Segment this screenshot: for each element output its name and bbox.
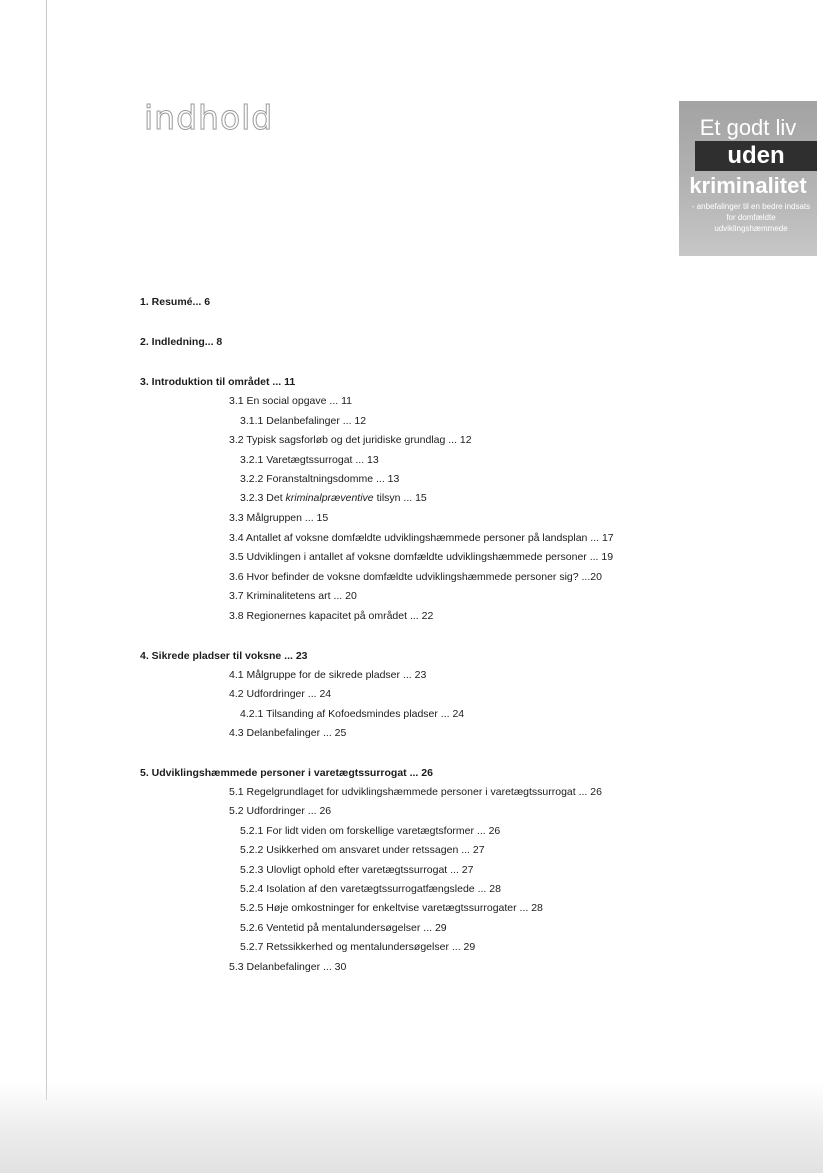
toc-entry-5-1[interactable]: 5.1 Regelgrundlaget for udviklingshæmmede personer i varetægtssurrogat ... 26 (229, 786, 602, 798)
toc-entry-3-1[interactable]: 3.1 En social opgave ... 11 (229, 395, 352, 407)
toc-entry-4-1[interactable]: 4.1 Målgruppe for de sikrede pladser ... 23 (229, 669, 427, 681)
toc-entry-3-2-3-suffix: tilsyn ... 15 (373, 492, 427, 504)
toc-entry-3-2-1[interactable]: 3.2.1 Varetægtssurrogat ... 13 (240, 454, 379, 466)
toc-entry-5-2-7[interactable]: 5.2.7 Retssikkerhed og mentalundersøgelser ... 29 (240, 941, 476, 953)
toc-entry-5-3[interactable]: 5.3 Delanbefalinger ... 30 (229, 961, 347, 973)
toc-entry-3-2-3-prefix: 3.2.3 Det (240, 492, 286, 504)
toc-entry-2[interactable]: 2. Indledning... 8 (140, 336, 223, 348)
toc-entry-5-2-6[interactable]: 5.2.6 Ventetid på mentalundersøgelser ... 29 (240, 922, 447, 934)
toc-entry-3-7[interactable]: 3.7 Kriminalitetens art ... 20 (229, 590, 357, 602)
toc-entry-3-8[interactable]: 3.8 Regionernes kapacitet på området ... 22 (229, 610, 434, 622)
toc-entry-1[interactable]: 1. Resumé... 6 (140, 296, 211, 308)
toc-entry-5-2-5[interactable]: 5.2.5 Høje omkostninger for enkeltvise varetægtssurrogater ... 28 (240, 902, 543, 914)
toc-entry-5-2-3[interactable]: 5.2.3 Ulovligt ophold efter varetægtssurrogat ... 27 (240, 864, 474, 876)
toc-entry-3-6[interactable]: 3.6 Hvor befinder de voksne domfældte udviklingshæmmede personer sig? ...20 (229, 571, 602, 583)
badge-subtitle: - anbefalinger til en bedre indsats for domfældte udviklingshæmmede (691, 202, 811, 233)
page-title: indhold (144, 98, 274, 137)
toc-entry-3-2-3-italic: kriminalpræventive (285, 492, 374, 504)
toc-entry-5-2-4[interactable]: 5.2.4 Isolation af den varetægtssurrogatfængslede ... 28 (240, 883, 501, 895)
toc-entry-3-4[interactable]: 3.4 Antallet af voksne domfældte udviklingshæmmede personer på landsplan ... 17 (229, 532, 614, 544)
toc-entry-3-3[interactable]: 3.3 Målgruppen ... 15 (229, 512, 329, 524)
toc-entry-3-5[interactable]: 3.5 Udviklingen i antallet af voksne domfældte udviklingshæmmede personer ... 19 (229, 551, 614, 563)
toc-entry-3-2-3[interactable] (240, 492, 427, 505)
badge-line-2: uden (695, 141, 817, 171)
toc-entry-3-1-1[interactable]: 3.1.1 Delanbefalinger ... 12 (240, 415, 367, 427)
toc-entry-3-2-2[interactable]: 3.2.2 Foranstaltningsdomme ... 13 (240, 473, 400, 485)
toc-entry-5-2[interactable]: 5.2 Udfordringer ... 26 (229, 805, 332, 817)
badge-line-3: kriminalitet (689, 173, 807, 198)
toc-entry-4-3[interactable]: 4.3 Delanbefalinger ... 25 (229, 727, 347, 739)
toc-entry-4[interactable]: 4. Sikrede pladser til voksne ... 23 (140, 650, 308, 662)
toc-entry-3[interactable]: 3. Introduktion til området ... 11 (140, 376, 296, 388)
toc-entry-5[interactable]: 5. Udviklingshæmmede personer i varetægtssurrogat ... 26 (140, 767, 433, 779)
toc-entry-4-2[interactable]: 4.2 Udfordringer ... 24 (229, 688, 332, 700)
badge-line-1: Et godt liv (699, 115, 797, 140)
toc-entry-4-2-1[interactable]: 4.2.1 Tilsanding af Kofoedsmindes pladser ... 24 (240, 708, 465, 720)
toc-entry-3-2[interactable]: 3.2 Typisk sagsforløb og det juridiske grundlag ... 12 (229, 434, 472, 446)
toc-entry-5-2-1[interactable]: 5.2.1 For lidt viden om forskellige varetægtsformer ... 26 (240, 825, 501, 837)
toc-entry-5-2-2[interactable]: 5.2.2 Usikkerhed om ansvaret under retssagen ... 27 (240, 844, 485, 856)
